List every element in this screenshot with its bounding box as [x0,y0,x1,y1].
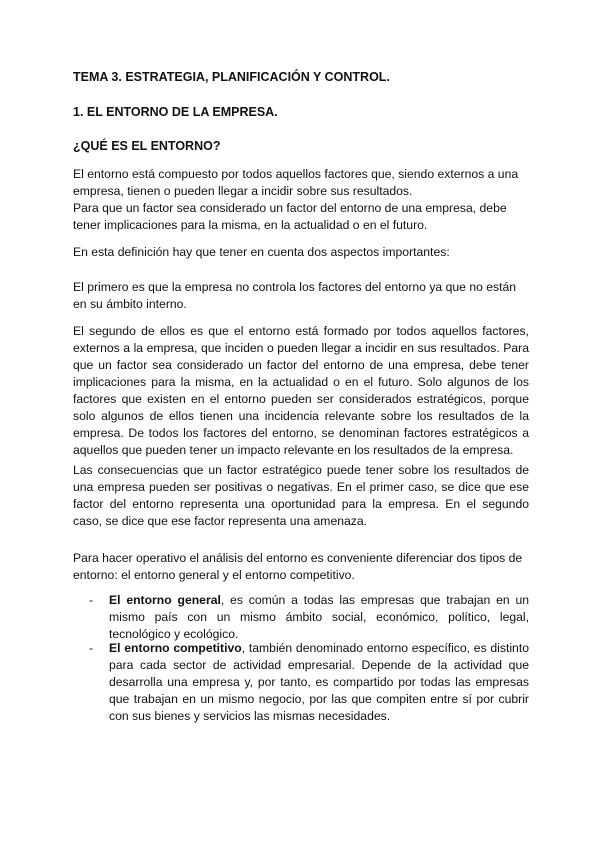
bullet-dash: - [89,593,94,607]
paragraph-definition-line-b: Para que un factor sea considerado un factor del entorno de una empresa, debe tener implicaciones para la misma, en la actualidad o en el futuro. [73,201,507,232]
term-general: El entorno general [109,593,221,607]
document-title: TEMA 3. ESTRATEGIA, PLANIFICACIÓN Y CONTROL. [73,70,390,84]
text-general: , es común a todas las empresas que trabajan en un mismo país con un mismo ámbito social, económico, político, legal, tecnológico y ecológico. [109,593,530,641]
list-item-competitive [89,640,529,725]
subsection-heading: ¿QUÉ ES EL ENTORNO? [73,139,221,153]
text-competitive: , también denominado entorno específico, es distinto para cada sector de actividad empresarial. Depende de la actividad que desarrolla una empresa y, por tanto, es compartido por todas las empresas que trabajan en un mismo negocio, por las que compiten entre sí por cubrir con sus bienes y servicios las mismas necesidades. [109,641,530,723]
paragraph-definition-line-a: El entorno está compuesto por todos aquellos factores que, siendo externos a una empresa, tienen o pueden llegar a incidir sobre sus resultados. [73,167,519,198]
paragraph-second-aspect: El segundo de ellos es que el entorno está formado por todos aquellos factores, externos a la empresa, que inciden o pueden llegar a incidir en sus resultados. Para que un factor sea considerado un factor del entorno de una empresa, debe tener implicaciones para la misma, en la actualidad o en el futuro. Solo algunos de los factores que existen en el entorno pueden ser considerados estratégicos, porque solo algunos de ellos tienen una incidencia relevante sobre los resultados de la empresa. De todos los factores del entorno, se denominan factores estratégicos a aquellos que pueden tener un impacto relevante en los resultados de la empresa. [73,324,529,457]
paragraph-definition [73,166,529,234]
bullet-dash: - [89,641,94,655]
term-competitive: El entorno competitivo [109,641,242,655]
list-item-general [89,592,529,643]
section-heading: 1. EL ENTORNO DE LA EMPRESA. [73,105,278,119]
paragraph-first-aspect: El primero es que la empresa no controla los factores del entorno ya que no están en su ámbito interno. [73,280,517,311]
paragraph-types: Para hacer operativo el análisis del entorno es conveniente diferenciar dos tipos de entorno: el entorno general y el entorno competitivo. [73,551,523,582]
paragraph-aspects: En esta definición hay que tener en cuenta dos aspectos importantes: [73,245,450,259]
paragraph-consequences: Las consecuencias que un factor estratégico puede tener sobre los resultados de una empresa pueden ser positivas o negativas. En el primer caso, se dice que ese factor del entorno representa una oportunidad para la empresa. En el segundo caso, se dice que ese factor representa una amenaza. [73,463,529,528]
